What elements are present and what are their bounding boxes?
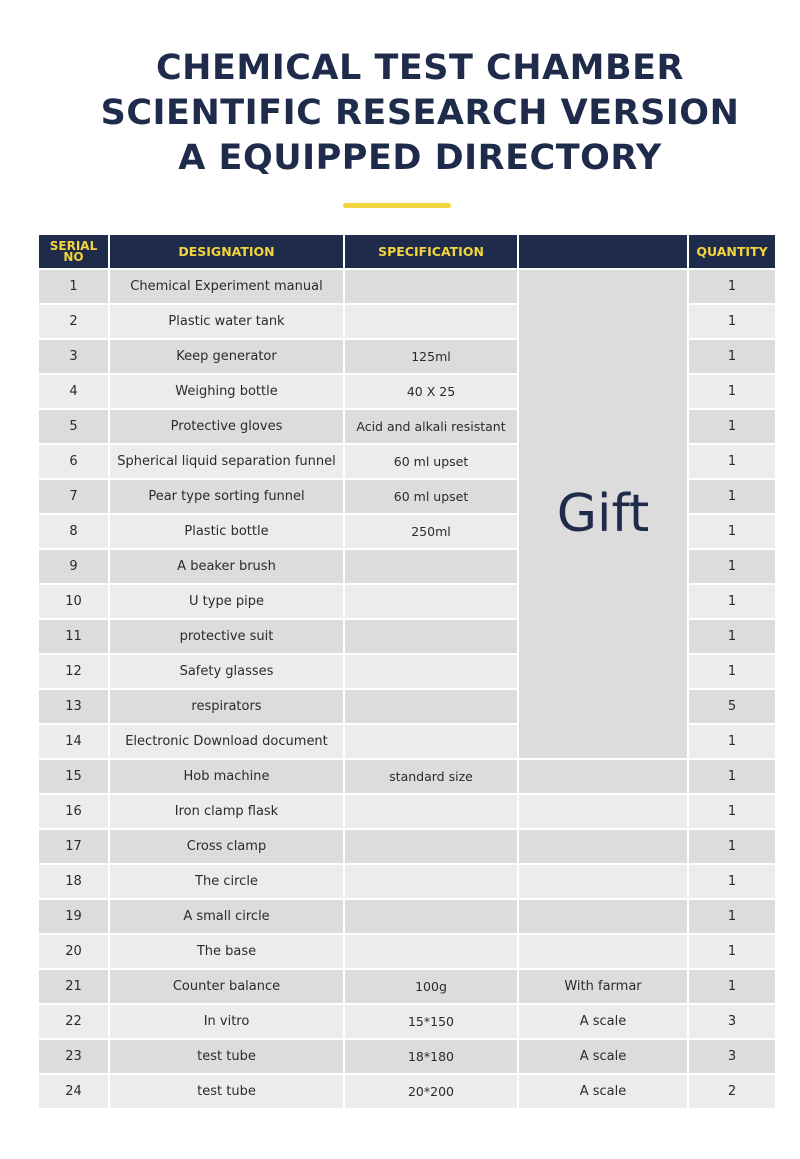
table-row (38, 269, 776, 304)
cell-designation: A beaker brush (109, 549, 344, 584)
cell-note: With farmar (518, 969, 688, 1004)
cell-quantity: 1 (688, 374, 776, 409)
cell-specification (344, 899, 518, 934)
title-underline (343, 203, 451, 208)
cell-serial-no: 3 (38, 339, 109, 374)
cell-note: A scale (518, 1074, 688, 1109)
cell-quantity: 1 (688, 724, 776, 759)
table-row (38, 864, 776, 899)
cell-serial-no: 22 (38, 1004, 109, 1039)
cell-designation: Plastic bottle (109, 514, 344, 549)
cell-quantity: 1 (688, 304, 776, 339)
cell-note (518, 759, 688, 794)
cell-note (518, 934, 688, 969)
cell-serial-no: 13 (38, 689, 109, 724)
table-row (38, 794, 776, 829)
cell-designation: test tube (109, 1074, 344, 1109)
cell-specification (344, 724, 518, 759)
cell-serial-no: 1 (38, 269, 109, 304)
table-row (38, 1039, 776, 1074)
cell-designation: test tube (109, 1039, 344, 1074)
table-row (38, 1074, 776, 1109)
cell-serial-no: 11 (38, 619, 109, 654)
cell-serial-no: 21 (38, 969, 109, 1004)
cell-note (518, 829, 688, 864)
header-quantity: QUANTITY (688, 235, 776, 269)
cell-serial-no: 20 (38, 934, 109, 969)
cell-specification: 60 ml upset (344, 479, 518, 514)
cell-specification (344, 689, 518, 724)
title-line-1: CHEMICAL TEST CHAMBER (156, 48, 684, 88)
cell-designation: Cross clamp (109, 829, 344, 864)
cell-specification (344, 864, 518, 899)
cell-quantity: 1 (688, 444, 776, 479)
cell-designation: Hob machine (109, 759, 344, 794)
cell-quantity: 1 (688, 654, 776, 689)
cell-specification (344, 304, 518, 339)
cell-designation: Spherical liquid separation funnel (109, 444, 344, 479)
cell-serial-no: 10 (38, 584, 109, 619)
cell-quantity: 1 (688, 549, 776, 584)
cell-serial-no: 18 (38, 864, 109, 899)
cell-specification (344, 794, 518, 829)
cell-designation: U type pipe (109, 584, 344, 619)
cell-specification (344, 584, 518, 619)
cell-serial-no: 9 (38, 549, 109, 584)
cell-specification (344, 549, 518, 584)
cell-designation: Plastic water tank (109, 304, 344, 339)
equipment-table (37, 235, 777, 1110)
cell-quantity: 3 (688, 1004, 776, 1039)
cell-specification (344, 829, 518, 864)
cell-serial-no: 19 (38, 899, 109, 934)
cell-designation: Protective gloves (109, 409, 344, 444)
page-title (0, 46, 800, 181)
cell-specification (344, 654, 518, 689)
table-row (38, 899, 776, 934)
cell-note: A scale (518, 1004, 688, 1039)
title-line-3: A EQUIPPED DIRECTORY (178, 138, 662, 178)
cell-note: A scale (518, 1039, 688, 1074)
cell-specification (344, 934, 518, 969)
cell-designation: Pear type sorting funnel (109, 479, 344, 514)
cell-quantity: 1 (688, 794, 776, 829)
cell-serial-no: 23 (38, 1039, 109, 1074)
cell-designation: Safety glasses (109, 654, 344, 689)
cell-designation: Electronic Download document (109, 724, 344, 759)
table-body (38, 269, 776, 1109)
cell-quantity: 1 (688, 619, 776, 654)
cell-note (518, 899, 688, 934)
cell-designation: Chemical Experiment manual (109, 269, 344, 304)
cell-serial-no: 24 (38, 1074, 109, 1109)
gift-label: Gift (518, 269, 688, 759)
cell-specification: 15*150 (344, 1004, 518, 1039)
cell-serial-no: 8 (38, 514, 109, 549)
cell-designation: The circle (109, 864, 344, 899)
table-row (38, 829, 776, 864)
cell-note (518, 794, 688, 829)
cell-serial-no: 2 (38, 304, 109, 339)
cell-serial-no: 6 (38, 444, 109, 479)
cell-quantity: 1 (688, 479, 776, 514)
cell-specification: 18*180 (344, 1039, 518, 1074)
cell-quantity: 1 (688, 864, 776, 899)
cell-quantity: 1 (688, 584, 776, 619)
cell-serial-no: 5 (38, 409, 109, 444)
cell-serial-no: 17 (38, 829, 109, 864)
cell-designation: The base (109, 934, 344, 969)
cell-serial-no: 16 (38, 794, 109, 829)
cell-serial-no: 12 (38, 654, 109, 689)
table-row (38, 759, 776, 794)
header-designation: DESIGNATION (109, 235, 344, 269)
table-row (38, 934, 776, 969)
cell-note (518, 864, 688, 899)
cell-designation: Weighing bottle (109, 374, 344, 409)
cell-serial-no: 15 (38, 759, 109, 794)
cell-designation: Counter balance (109, 969, 344, 1004)
header-specification: SPECIFICATION (344, 235, 518, 269)
cell-serial-no: 14 (38, 724, 109, 759)
cell-specification: 40 X 25 (344, 374, 518, 409)
cell-quantity: 3 (688, 1039, 776, 1074)
cell-quantity: 1 (688, 969, 776, 1004)
cell-specification: 100g (344, 969, 518, 1004)
cell-designation: protective suit (109, 619, 344, 654)
cell-serial-no: 4 (38, 374, 109, 409)
cell-specification (344, 619, 518, 654)
header-note (518, 235, 688, 269)
table-header-row (38, 235, 776, 269)
cell-quantity: 1 (688, 339, 776, 374)
table-row (38, 1004, 776, 1039)
cell-quantity: 1 (688, 829, 776, 864)
cell-specification (344, 269, 518, 304)
cell-quantity: 1 (688, 409, 776, 444)
cell-quantity: 1 (688, 759, 776, 794)
cell-serial-no: 7 (38, 479, 109, 514)
cell-quantity: 1 (688, 514, 776, 549)
cell-quantity: 1 (688, 934, 776, 969)
cell-designation: Keep generator (109, 339, 344, 374)
cell-designation: In vitro (109, 1004, 344, 1039)
cell-specification: 125ml (344, 339, 518, 374)
cell-designation: A small circle (109, 899, 344, 934)
cell-designation: respirators (109, 689, 344, 724)
cell-specification: standard size (344, 759, 518, 794)
cell-designation: Iron clamp flask (109, 794, 344, 829)
cell-quantity: 1 (688, 899, 776, 934)
cell-quantity: 1 (688, 269, 776, 304)
cell-specification: Acid and alkali resistant (344, 409, 518, 444)
table-row (38, 969, 776, 1004)
cell-quantity: 5 (688, 689, 776, 724)
title-line-2: SCIENTIFIC RESEARCH VERSION (100, 93, 740, 133)
header-serial-no: SERIAL NO (38, 235, 109, 269)
cell-quantity: 2 (688, 1074, 776, 1109)
cell-specification: 60 ml upset (344, 444, 518, 479)
cell-specification: 20*200 (344, 1074, 518, 1109)
cell-specification: 250ml (344, 514, 518, 549)
